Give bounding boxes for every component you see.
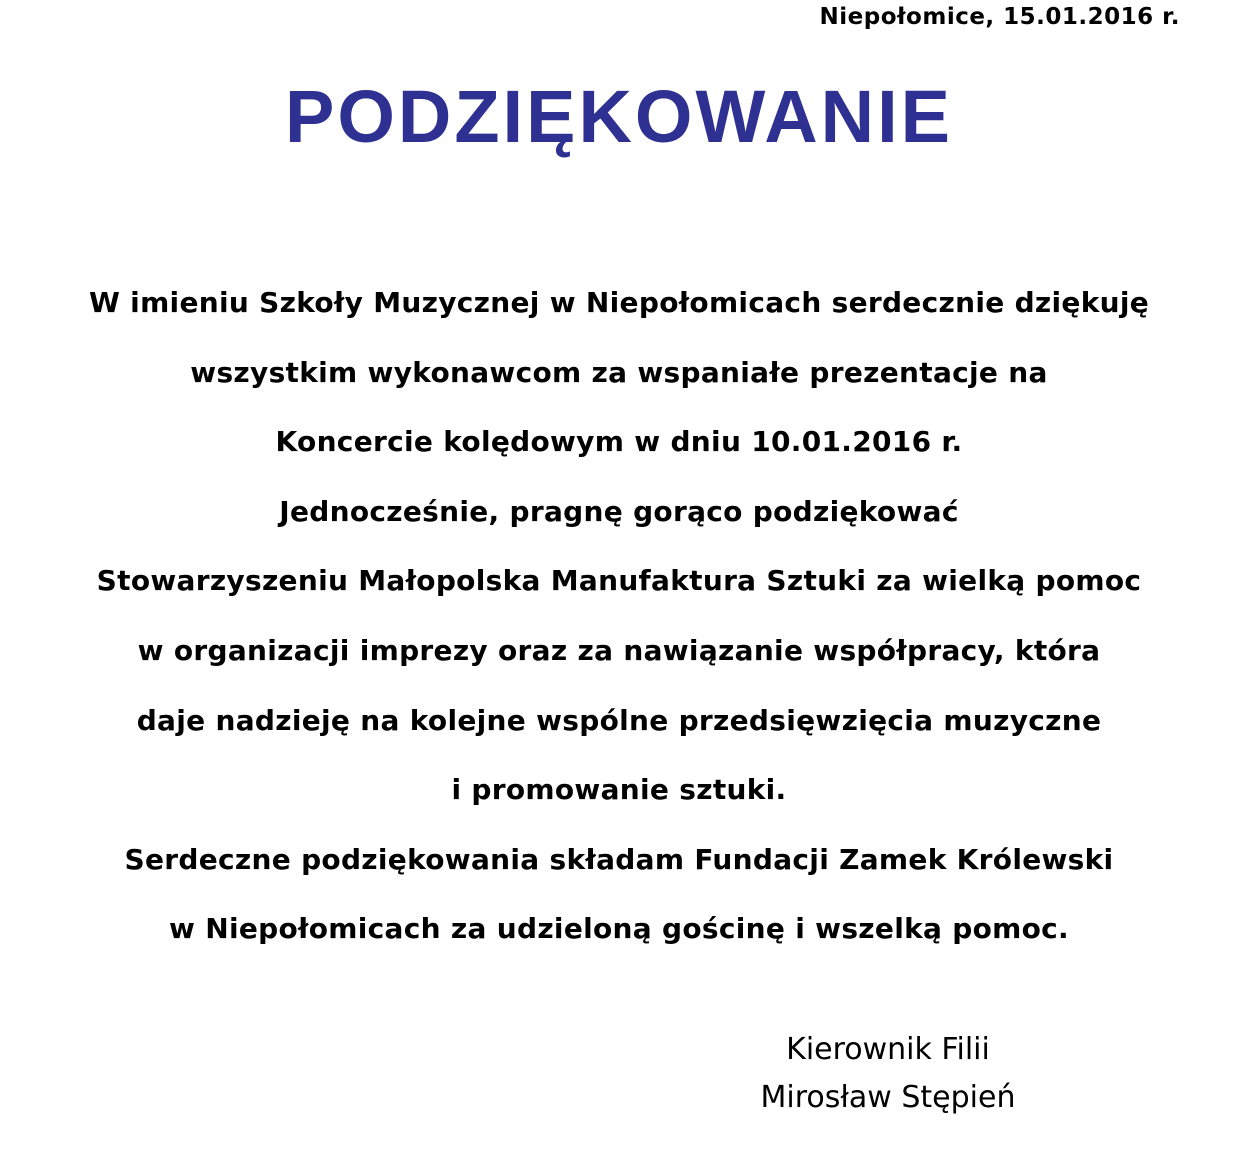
document-body <box>0 283 1238 979</box>
body-line: i promowanie sztuki. <box>451 773 787 807</box>
body-line: Koncercie kolędowym w dniu 10.01.2016 r. <box>275 425 963 459</box>
body-line: Serdeczne podziękowania składam Fundacji Zamek Królewski <box>124 842 1114 876</box>
document-title: PODZIĘKOWANIE <box>284 75 954 158</box>
signature-role: Kierownik Filii <box>786 1032 990 1067</box>
body-line: w Niepołomicach za udzieloną gościnę i wszelką pomoc. <box>169 912 1069 946</box>
body-line: w organizacji imprezy oraz za nawiązanie współpracy, która <box>137 633 1101 667</box>
body-line: Stowarzyszeniu Małopolska Manufaktura Sztuki za wielką pomoc <box>96 564 1142 598</box>
body-line: Jednocześnie, pragnę gorąco podziękować <box>279 494 959 528</box>
body-line: daje nadzieję na kolejne wspólne przedsięwzięcia muzyczne <box>136 703 1102 737</box>
signature-name: Mirosław Stępień <box>760 1080 1016 1115</box>
signature-block <box>738 1026 1038 1122</box>
document-date: Niepołomice, 15.01.2016 r. <box>819 4 1180 30</box>
body-line: W imieniu Szkoły Muzycznej w Niepołomicach serdecznie dziękuję <box>88 286 1150 319</box>
body-line: wszystkim wykonawcom za wspaniałe prezentacje na <box>190 355 1048 389</box>
